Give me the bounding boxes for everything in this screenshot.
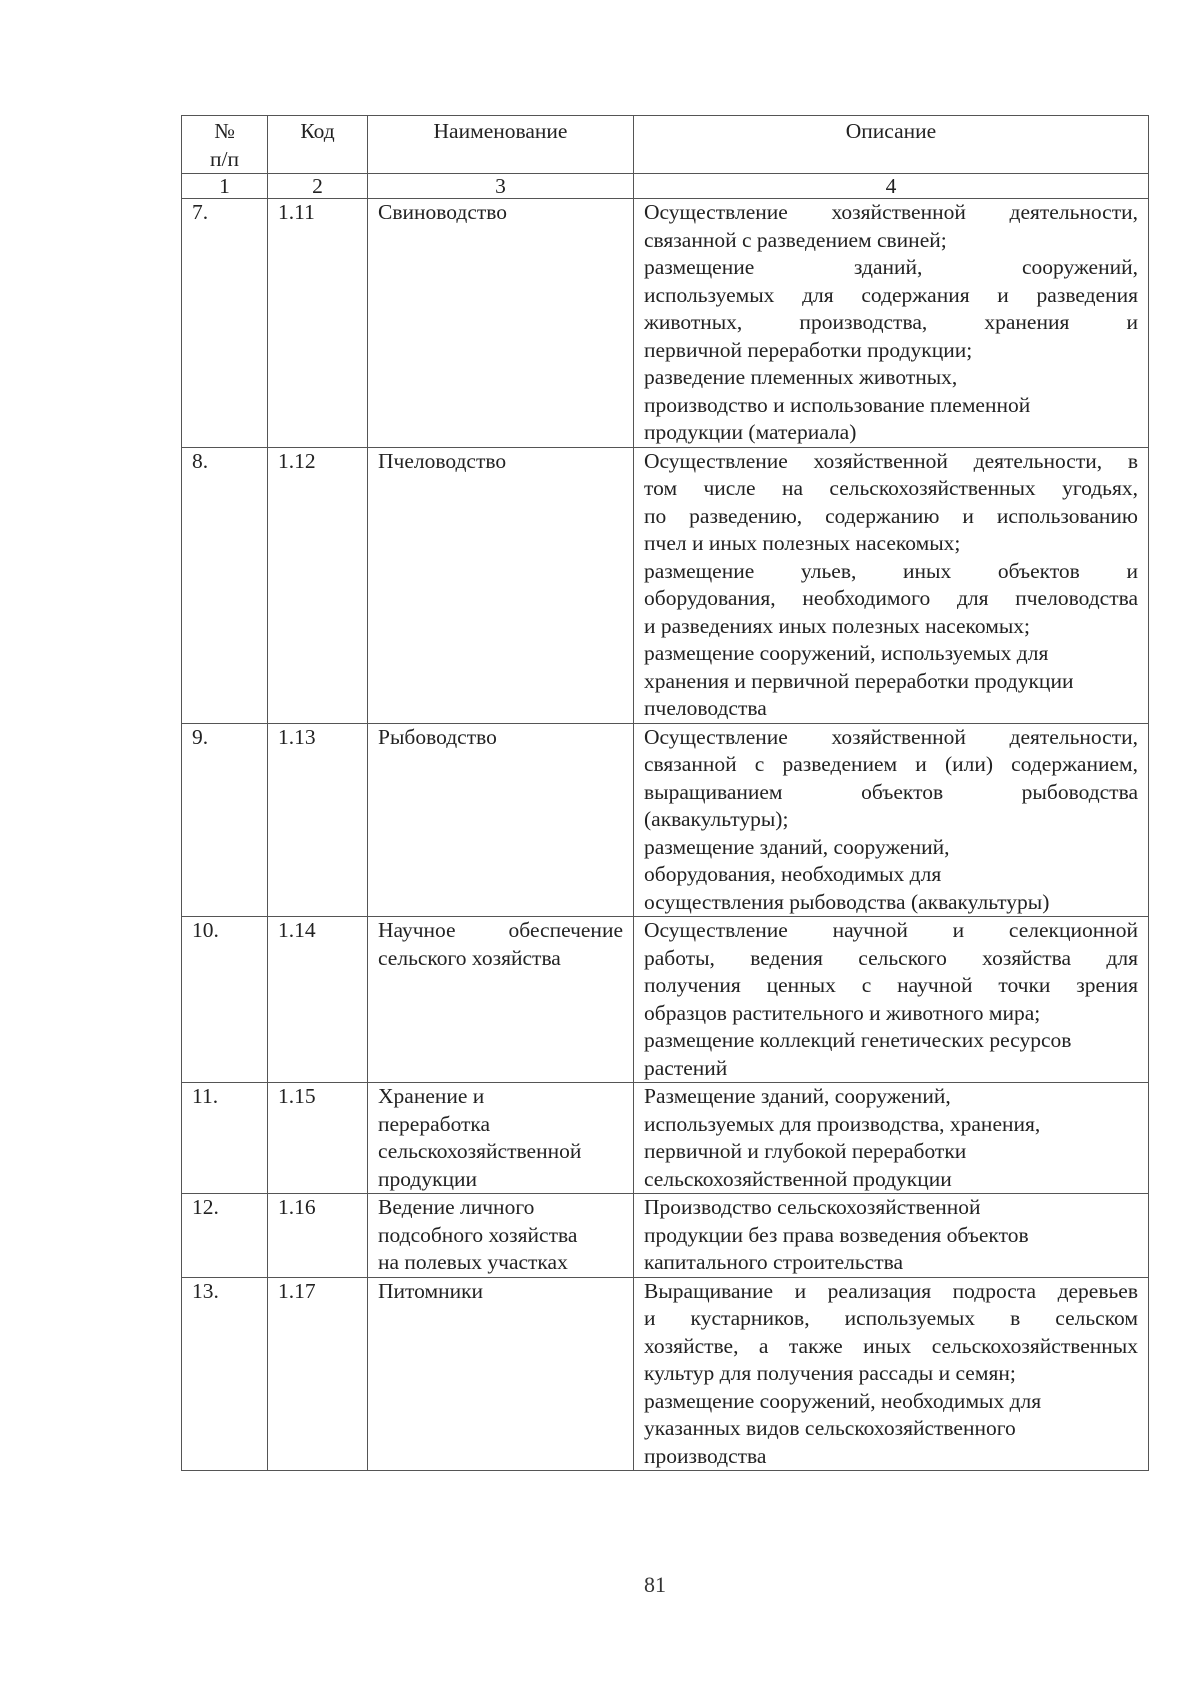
description-line: размещение зданий, сооружений, xyxy=(644,255,1138,279)
description-line: том числе на сельскохозяйственных угодьях, xyxy=(644,476,1138,500)
row-description xyxy=(634,1083,1149,1194)
table-row xyxy=(182,723,1149,917)
description-line: Размещение зданий, сооружений, xyxy=(644,1084,951,1108)
header-description: Описание xyxy=(634,116,1149,174)
row-description xyxy=(634,1194,1149,1278)
name-line: Научное обеспечение xyxy=(378,918,623,942)
name-line: на полевых участках xyxy=(378,1250,568,1274)
description-line: капитального строительства xyxy=(644,1250,904,1274)
name-line: сельского хозяйства xyxy=(378,945,561,970)
row-name xyxy=(368,1083,634,1194)
page-number: 81 xyxy=(644,1572,666,1597)
description-line: размещение зданий, сооружений, xyxy=(644,834,950,859)
description-line: используемых для производства, хранения, xyxy=(644,1111,1041,1136)
description-line: первичной переработки продукции; xyxy=(644,337,973,362)
row-description xyxy=(634,723,1149,917)
description-line: сельскохозяйственной продукции xyxy=(644,1166,952,1191)
name-line: продукции xyxy=(378,1166,478,1191)
table-row xyxy=(182,199,1149,448)
description-line: Осуществление научной и селекционной xyxy=(644,918,1138,942)
description-line: культур для получения рассады и семян; xyxy=(644,1361,1016,1385)
description-line: производства xyxy=(644,1443,767,1468)
header-code: Код xyxy=(268,116,368,174)
description-line: Производство сельскохозяйственной xyxy=(644,1195,981,1219)
description-line: разведение племенных животных, xyxy=(644,365,958,389)
table-row xyxy=(182,917,1149,1083)
description-line: оборудования, необходимых для xyxy=(644,862,942,886)
description-line: (аквакультуры); xyxy=(644,807,789,831)
row-code: 1.11 xyxy=(268,199,368,448)
description-line: и разведениях иных полезных насекомых; xyxy=(644,613,1030,638)
row-number: 10. xyxy=(182,917,268,1083)
description-line: Осуществление хозяйственной деятельности, xyxy=(644,200,1138,224)
column-number-row xyxy=(182,174,1149,199)
description-line: продукции без права возведения объектов xyxy=(644,1222,1029,1247)
row-name xyxy=(368,1194,634,1278)
row-name xyxy=(368,199,634,448)
name-line: подсобного хозяйства xyxy=(378,1222,578,1247)
description-line: хранения и первичной переработки продукции xyxy=(644,668,1074,693)
row-number: 9. xyxy=(182,723,268,917)
description-line: и кустарников, используемых в сельском xyxy=(644,1306,1138,1330)
description-line: хозяйстве, а также иных сельскохозяйственных xyxy=(644,1333,1138,1358)
description-line: животных, производства, хранения и xyxy=(644,310,1138,334)
row-name xyxy=(368,723,634,917)
header-name: Наименование xyxy=(368,116,634,174)
name-line: Свиноводство xyxy=(378,200,508,224)
name-line: сельскохозяйственной xyxy=(378,1139,582,1163)
row-code: 1.15 xyxy=(268,1083,368,1194)
description-line: производство и использование племенной xyxy=(644,392,1031,417)
description-line: образцов растительного и животного мира; xyxy=(644,1000,1041,1025)
description-line: связанной с разведением и (или) содержанием, xyxy=(644,752,1138,776)
table-row xyxy=(182,1194,1149,1278)
row-code: 1.14 xyxy=(268,917,368,1083)
description-line: оборудования, необходимого для пчеловодства xyxy=(644,586,1138,610)
name-line: Хранение и xyxy=(378,1084,485,1108)
description-line: осуществления рыбоводства (аквакультуры) xyxy=(644,889,1050,914)
description-line: Осуществление хозяйственной деятельности, в xyxy=(644,448,1138,473)
description-line: используемых для содержания и разведения xyxy=(644,282,1138,307)
column-number: 1 xyxy=(182,174,268,199)
header-number: № п/п xyxy=(182,116,268,174)
table-header-row xyxy=(182,116,1149,174)
description-line: размещение коллекций генетических ресурсов xyxy=(644,1028,1072,1052)
description-line: по разведению, содержанию и использованию xyxy=(644,503,1138,528)
description-line: пчеловодства xyxy=(644,696,767,720)
row-name xyxy=(368,1277,634,1471)
description-line: первичной и глубокой переработки xyxy=(644,1139,967,1163)
table-row xyxy=(182,1083,1149,1194)
row-name xyxy=(368,447,634,723)
row-number: 7. xyxy=(182,199,268,448)
description-line: размещение сооружений, используемых для xyxy=(644,641,1049,665)
column-number: 4 xyxy=(634,174,1149,199)
description-line: выращиванием объектов рыбоводства xyxy=(644,779,1138,804)
row-code: 1.13 xyxy=(268,723,368,917)
name-line: Пчеловодство xyxy=(378,448,507,473)
name-line: переработка xyxy=(378,1111,491,1136)
row-code: 1.16 xyxy=(268,1194,368,1278)
column-number: 3 xyxy=(368,174,634,199)
description-line: размещение сооружений, необходимых для xyxy=(644,1388,1042,1413)
row-description xyxy=(634,447,1149,723)
row-description xyxy=(634,199,1149,448)
description-line: пчел и иных полезных насекомых; xyxy=(644,531,961,555)
row-code: 1.12 xyxy=(268,447,368,723)
description-line: указанных видов сельскохозяйственного xyxy=(644,1416,1016,1440)
name-line: Рыбоводство xyxy=(378,724,497,749)
name-line: Ведение личного xyxy=(378,1195,535,1219)
description-line: продукции (материала) xyxy=(644,420,857,444)
description-line: растений xyxy=(644,1055,728,1080)
name-line: Питомники xyxy=(378,1278,484,1303)
row-name xyxy=(368,917,634,1083)
description-line: размещение ульев, иных объектов и xyxy=(644,558,1138,583)
table-row xyxy=(182,447,1149,723)
description-line: связанной с разведением свиней; xyxy=(644,227,947,252)
description-line: работы, ведения сельского хозяйства для xyxy=(644,945,1138,970)
row-number: 13. xyxy=(182,1277,268,1471)
description-line: Выращивание и реализация подроста деревьев xyxy=(644,1278,1138,1303)
table-row xyxy=(182,1277,1149,1471)
description-line: Осуществление хозяйственной деятельности, xyxy=(644,724,1138,749)
row-number: 12. xyxy=(182,1194,268,1278)
table-body xyxy=(182,199,1149,1471)
row-number: 11. xyxy=(182,1083,268,1194)
row-description xyxy=(634,917,1149,1083)
land-use-table xyxy=(181,115,1149,1471)
row-code: 1.17 xyxy=(268,1277,368,1471)
row-description xyxy=(634,1277,1149,1471)
column-number: 2 xyxy=(268,174,368,199)
row-number: 8. xyxy=(182,447,268,723)
description-line: получения ценных с научной точки зрения xyxy=(644,973,1138,997)
